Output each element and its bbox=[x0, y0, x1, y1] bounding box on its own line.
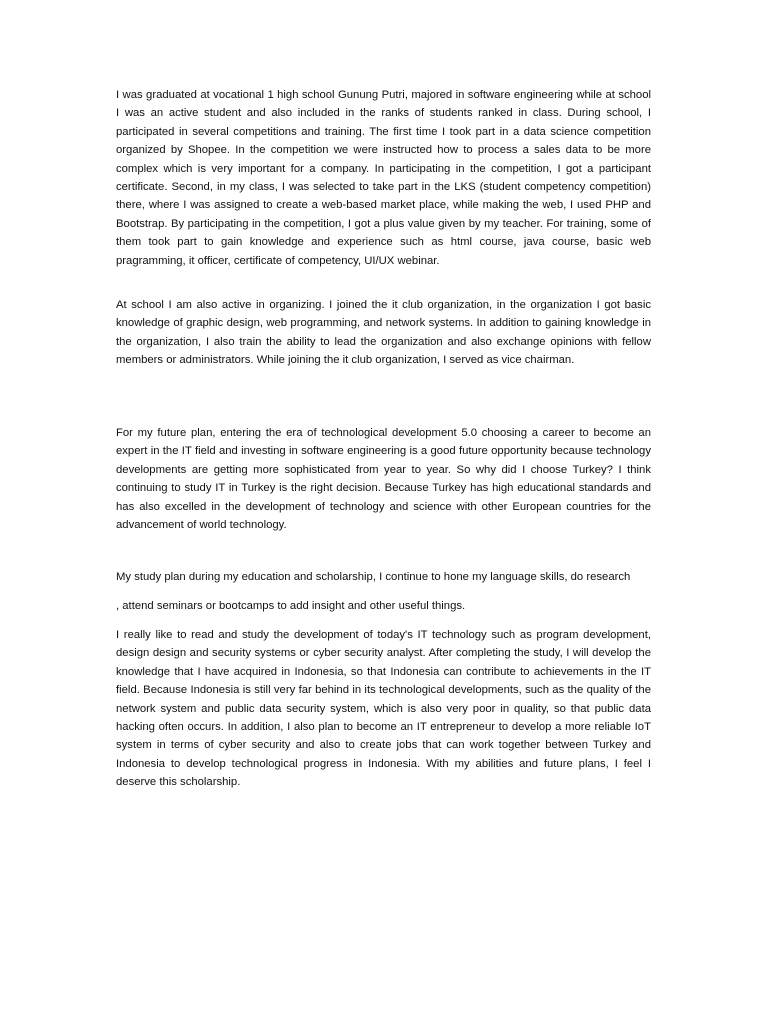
paragraph-study-plan: My study plan during my education and scholarship, I continue to hone my language skills, do research bbox=[116, 571, 631, 583]
paragraph-organization-experience: At school I am also active in organizing. I joined the it club organization, in the organization I got basic knowledge of graphic design, web programming, and network systems. In addition to gaining knowledge in the organization, I also train the ability to lead the organization and also exchange opinions with fellow members or administrators. While joining the it club organization, I served as vice chairman. bbox=[116, 299, 651, 367]
paragraph-development-goals: I really like to read and study the development of today's IT technology such as program development, design design and security systems or cyber security analyst. After completing the study, I will develop the knowledge that I have acquired in Indonesia, so that Indonesia can contribute to achievements in the IT field. Because Indonesia is still very far behind in its technological developments, such as the quality of the network system and public data security system, which is also very poor in quality, so that public data hacking often occurs. In addition, I also plan to become an IT entrepreneur to develop a more reliable IoT system in terms of cyber security and also to create jobs that can work together between Turkey and Indonesia to develop technological progress in Indonesia. With my abilities and future plans, I feel I deserve this scholarship. bbox=[116, 629, 651, 789]
paragraph-study-plan-continued: , attend seminars or bootcamps to add insight and other useful things. bbox=[116, 600, 466, 612]
paragraph-education-background: I was graduated at vocational 1 high school Gunung Putri, majored in software engineering while at school I was an active student and also included in the ranks of students ranked in class. During school, I participated in several competitions and training. The first time I took part in a data science competition organized by Shopee. In the competition we were instructed how to process a sales data to be more complex which is very important for a company. In participating in the competition, I got a participant certificate. Second, in my class, I was selected to take part in the LKS (student competency competition) there, where I was assigned to create a web-based market place, while making the web, I used PHP and Bootstrap. By participating in the competition, I got a plus value given by my teacher. For training, some of them took part to gain knowledge and experience such as html course, java course, basic web pragramming, it officer, certificate of competency, UI/UX webinar. bbox=[116, 89, 651, 267]
paragraph-future-plan: For my future plan, entering the era of technological development 5.0 choosing a career to become an expert in the IT field and investing in software engineering is a good future opportunity because technology developments are getting more sophisticated from year to year. So why did I choose Turkey? I think continuing to study IT in Turkey is the right decision. Because Turkey has high educational standards and has also excelled in the development of technology and science with other European countries for the advancement of world technology. bbox=[116, 427, 651, 532]
